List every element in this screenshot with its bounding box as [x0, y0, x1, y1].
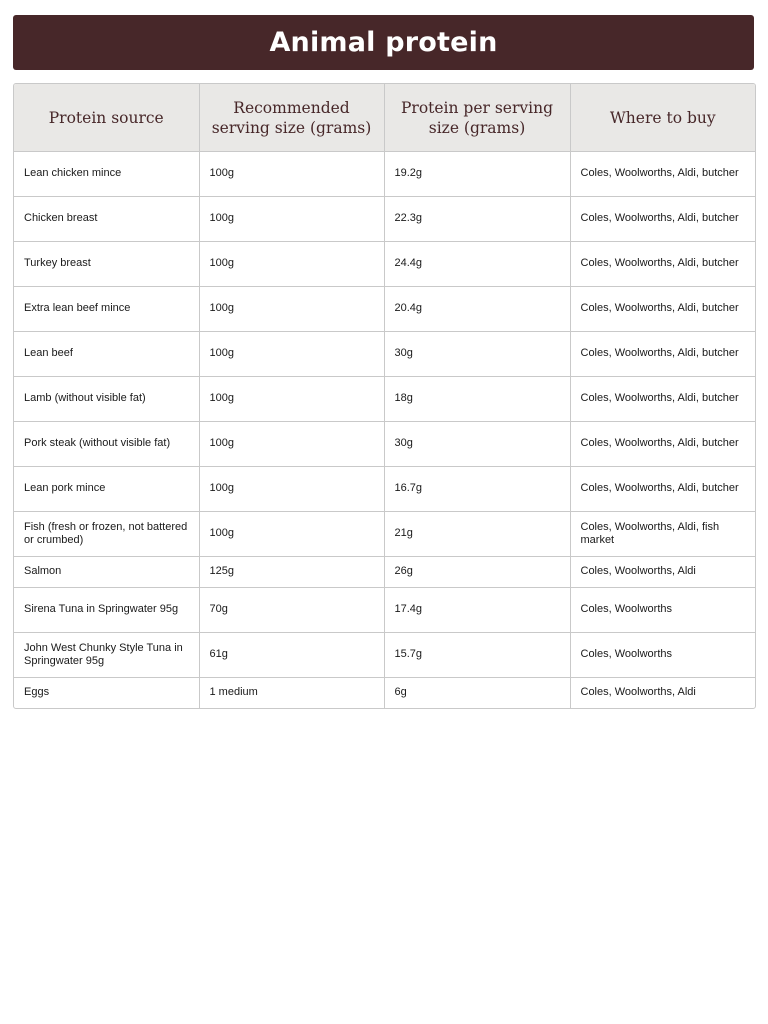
title-banner — [13, 15, 754, 70]
header-protein-per-serving: Protein per serving size (grams) — [384, 84, 570, 152]
cell-protein-amount: 19.2g — [384, 152, 570, 197]
cell-protein-amount: 18g — [384, 377, 570, 422]
cell-protein-amount: 6g — [384, 678, 570, 709]
cell-protein-amount: 20.4g — [384, 287, 570, 332]
cell-protein-source: Sirena Tuna in Springwater 95g — [14, 588, 199, 633]
cell-where-to-buy: Coles, Woolworths, Aldi, butcher — [570, 467, 755, 512]
table-row — [14, 377, 755, 422]
table-row — [14, 287, 755, 332]
cell-protein-amount: 24.4g — [384, 242, 570, 287]
cell-protein-source: Salmon — [14, 557, 199, 588]
table-row — [14, 152, 755, 197]
cell-where-to-buy: Coles, Woolworths, Aldi, butcher — [570, 377, 755, 422]
table-row — [14, 512, 755, 557]
cell-where-to-buy: Coles, Woolworths, Aldi, fish market — [570, 512, 755, 557]
cell-protein-amount: 30g — [384, 332, 570, 377]
table-row — [14, 678, 755, 709]
cell-serving-size: 100g — [199, 512, 384, 557]
cell-where-to-buy: Coles, Woolworths, Aldi, butcher — [570, 422, 755, 467]
protein-table-container — [13, 83, 756, 709]
cell-protein-source: John West Chunky Style Tuna in Springwater 95g — [14, 633, 199, 678]
cell-where-to-buy: Coles, Woolworths — [570, 633, 755, 678]
cell-serving-size: 100g — [199, 152, 384, 197]
table-row — [14, 197, 755, 242]
table-header-row — [14, 84, 755, 152]
header-where-to-buy: Where to buy — [570, 84, 755, 152]
cell-serving-size: 100g — [199, 422, 384, 467]
table-row — [14, 633, 755, 678]
cell-where-to-buy: Coles, Woolworths, Aldi, butcher — [570, 152, 755, 197]
cell-serving-size: 100g — [199, 332, 384, 377]
cell-serving-size: 125g — [199, 557, 384, 588]
cell-where-to-buy: Coles, Woolworths, Aldi, butcher — [570, 242, 755, 287]
table-row — [14, 332, 755, 377]
cell-protein-source: Lean chicken mince — [14, 152, 199, 197]
cell-protein-source: Lamb (without visible fat) — [14, 377, 199, 422]
table-row — [14, 422, 755, 467]
cell-serving-size: 100g — [199, 287, 384, 332]
table-row — [14, 467, 755, 512]
cell-where-to-buy: Coles, Woolworths — [570, 588, 755, 633]
cell-protein-amount: 17.4g — [384, 588, 570, 633]
cell-protein-amount: 30g — [384, 422, 570, 467]
cell-protein-source: Fish (fresh or frozen, not battered or crumbed) — [14, 512, 199, 557]
cell-protein-amount: 15.7g — [384, 633, 570, 678]
cell-serving-size: 100g — [199, 197, 384, 242]
cell-where-to-buy: Coles, Woolworths, Aldi, butcher — [570, 332, 755, 377]
cell-protein-source: Lean beef — [14, 332, 199, 377]
cell-protein-source: Eggs — [14, 678, 199, 709]
cell-serving-size: 100g — [199, 467, 384, 512]
cell-protein-amount: 26g — [384, 557, 570, 588]
cell-protein-source: Chicken breast — [14, 197, 199, 242]
table-row — [14, 557, 755, 588]
cell-protein-amount: 22.3g — [384, 197, 570, 242]
cell-protein-source: Turkey breast — [14, 242, 199, 287]
cell-serving-size: 100g — [199, 242, 384, 287]
cell-protein-source: Pork steak (without visible fat) — [14, 422, 199, 467]
table-row — [14, 588, 755, 633]
table-row — [14, 242, 755, 287]
cell-protein-amount: 16.7g — [384, 467, 570, 512]
cell-serving-size: 1 medium — [199, 678, 384, 709]
cell-where-to-buy: Coles, Woolworths, Aldi, butcher — [570, 197, 755, 242]
page-title: Animal protein — [269, 27, 498, 58]
cell-protein-source: Extra lean beef mince — [14, 287, 199, 332]
cell-where-to-buy: Coles, Woolworths, Aldi, butcher — [570, 287, 755, 332]
header-serving-size: Recommended serving size (grams) — [199, 84, 384, 152]
protein-table — [14, 84, 755, 708]
cell-where-to-buy: Coles, Woolworths, Aldi — [570, 557, 755, 588]
cell-serving-size: 70g — [199, 588, 384, 633]
cell-where-to-buy: Coles, Woolworths, Aldi — [580, 686, 696, 699]
cell-protein-source: Lean pork mince — [14, 467, 199, 512]
cell-serving-size: 100g — [199, 377, 384, 422]
header-protein-source: Protein source — [14, 84, 199, 152]
cell-protein-amount: 21g — [384, 512, 570, 557]
cell-serving-size: 61g — [199, 633, 384, 678]
